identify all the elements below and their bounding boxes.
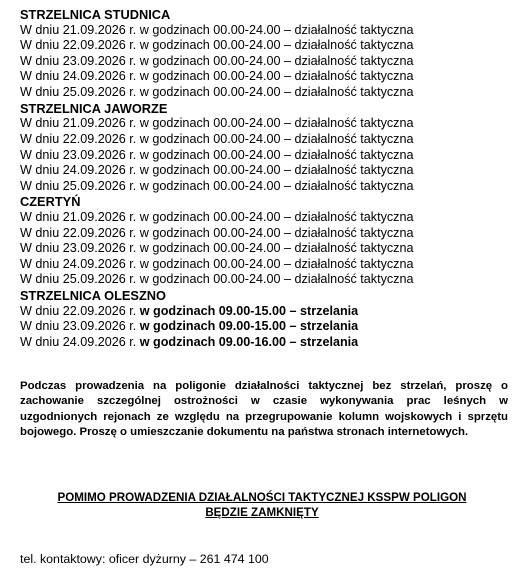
- schedule-entry: [20, 23, 510, 39]
- entry-hours: w godzinach 00.00-24.00: [139, 131, 281, 146]
- entry-sep: –: [280, 38, 295, 53]
- schedule-entry: [20, 163, 510, 179]
- entry-hours: w godzinach 00.00-24.00: [139, 53, 281, 68]
- entry-activity: działalność taktyczna: [294, 178, 414, 193]
- schedule-section: [20, 194, 510, 288]
- entry-sep: –: [280, 69, 295, 84]
- schedule-entry: [20, 319, 510, 335]
- entry-hours: w godzinach 00.00-24.00: [139, 116, 281, 131]
- entry-activity: działalność taktyczna: [294, 85, 414, 100]
- entry-prefix: W dniu 23.09.2026 r.: [20, 319, 140, 334]
- closure-notice: [0, 490, 524, 521]
- schedule-entry: [20, 257, 510, 273]
- entry-hours: w godzinach 09.00-16.00: [139, 334, 287, 349]
- entry-prefix: W dniu 22.09.2026 r.: [20, 38, 140, 53]
- entry-sep: –: [280, 85, 295, 100]
- schedule-section: [20, 288, 510, 350]
- entry-activity: działalność taktyczna: [294, 256, 414, 271]
- section-title: CZERTYŃ: [20, 194, 81, 210]
- entry-sep: –: [280, 163, 295, 178]
- entry-sep: –: [280, 22, 295, 37]
- entry-hours: w godzinach 00.00-24.00: [139, 225, 281, 240]
- schedule-entry: [20, 335, 510, 351]
- entry-hours: w godzinach 00.00-24.00: [139, 241, 281, 256]
- entry-sep: –: [280, 256, 295, 271]
- contact-line: tel. kontaktowy: oficer dyżurny – 261 474 100: [20, 552, 269, 566]
- entry-sep: –: [280, 241, 295, 256]
- schedule-entry: [20, 304, 510, 320]
- closure-notice-line-2: BĘDZIE ZAMKNIĘTY: [205, 506, 319, 520]
- entry-sep: –: [286, 319, 301, 334]
- entry-sep: –: [280, 53, 295, 68]
- schedule-entry: [20, 38, 510, 54]
- schedule-entry: [20, 69, 510, 85]
- schedule-section: [20, 7, 510, 101]
- entry-hours: w godzinach 09.00-15.00: [139, 319, 287, 334]
- schedule-entry: [20, 132, 510, 148]
- entry-activity: działalność taktyczna: [294, 69, 414, 84]
- entry-sep: –: [286, 303, 301, 318]
- entry-prefix: W dniu 22.09.2026 r.: [20, 303, 140, 318]
- entry-activity: działalność taktyczna: [294, 38, 414, 53]
- entry-hours: w godzinach 00.00-24.00: [139, 256, 281, 271]
- entry-sep: –: [280, 225, 295, 240]
- entry-prefix: W dniu 24.09.2026 r.: [20, 69, 140, 84]
- entry-sep: –: [280, 272, 295, 287]
- entry-sep: –: [280, 178, 295, 193]
- entry-prefix: W dniu 21.09.2026 r.: [20, 22, 140, 37]
- entry-hours: w godzinach 09.00-15.00: [139, 303, 287, 318]
- schedule-section: [20, 101, 510, 195]
- section-title: STRZELNICA JAWORZE: [20, 100, 168, 116]
- schedule-entry: [20, 226, 510, 242]
- entry-sep: –: [280, 147, 295, 162]
- entry-hours: w godzinach 00.00-24.00: [139, 69, 281, 84]
- entry-hours: w godzinach 00.00-24.00: [139, 178, 281, 193]
- entry-hours: w godzinach 00.00-24.00: [139, 210, 281, 224]
- schedule-sections: [20, 7, 510, 350]
- entry-hours: w godzinach 00.00-24.00: [139, 147, 281, 162]
- entry-activity: strzelania: [300, 319, 359, 334]
- schedule-entry: [20, 54, 510, 70]
- entry-prefix: W dniu 25.09.2026 r.: [20, 178, 140, 193]
- entry-prefix: W dniu 21.09.2026 r.: [20, 210, 140, 224]
- entry-prefix: W dniu 23.09.2026 r.: [20, 241, 140, 256]
- entry-hours: w godzinach 00.00-24.00: [139, 38, 281, 53]
- entry-activity: działalność taktyczna: [294, 147, 414, 162]
- caution-paragraph: Podczas prowadzenia na poligonie działalności taktycznej bez strzelań, proszę o zachowanie szczególnej ostrożności w czasie wykonywania prac leśnych w uzgodnionych rejonach ze względu na przegrupowanie kolumn wojskowych i sprzętu bojowego. Proszę o umieszczanie dokumentu na państwa stronach internetowych.: [20, 380, 508, 439]
- entry-prefix: W dniu 24.09.2026 r.: [20, 256, 140, 271]
- entry-sep: –: [280, 131, 295, 146]
- entry-prefix: W dniu 24.09.2026 r.: [20, 163, 140, 178]
- entry-prefix: W dniu 22.09.2026 r.: [20, 131, 140, 146]
- entry-hours: w godzinach 00.00-24.00: [139, 85, 281, 100]
- entry-prefix: W dniu 23.09.2026 r.: [20, 53, 140, 68]
- entry-prefix: W dniu 25.09.2026 r.: [20, 85, 140, 100]
- schedule-entry: [20, 241, 510, 257]
- entry-sep: –: [280, 210, 295, 224]
- schedule-entry: [20, 210, 510, 226]
- entry-prefix: W dniu 24.09.2026 r.: [20, 334, 140, 349]
- entry-activity: strzelania: [300, 303, 359, 318]
- entry-activity: działalność taktyczna: [294, 53, 414, 68]
- closure-notice-line-1: POMIMO PROWADZENIA DZIAŁALNOŚCI TAKTYCZNEJ KSSPW POLIGON: [57, 491, 467, 504]
- section-title: STRZELNICA STUDNICA: [20, 7, 171, 22]
- entry-activity: działalność taktyczna: [294, 272, 414, 287]
- entry-hours: w godzinach 00.00-24.00: [139, 163, 281, 178]
- schedule-entry: [20, 85, 510, 101]
- schedule-entry: [20, 148, 510, 164]
- entry-activity: działalność taktyczna: [294, 22, 414, 37]
- schedule-entry: [20, 179, 510, 195]
- entry-activity: działalność taktyczna: [294, 210, 414, 224]
- entry-prefix: W dniu 22.09.2026 r.: [20, 225, 140, 240]
- entry-activity: strzelania: [300, 334, 359, 349]
- entry-activity: działalność taktyczna: [294, 131, 414, 146]
- schedule-entry: [20, 116, 510, 132]
- entry-hours: w godzinach 00.00-24.00: [139, 272, 281, 287]
- entry-hours: w godzinach 00.00-24.00: [139, 22, 281, 37]
- entry-prefix: W dniu 25.09.2026 r.: [20, 272, 140, 287]
- entry-sep: –: [286, 334, 301, 349]
- entry-prefix: W dniu 23.09.2026 r.: [20, 147, 140, 162]
- entry-prefix: W dniu 21.09.2026 r.: [20, 116, 140, 131]
- entry-activity: działalność taktyczna: [294, 225, 414, 240]
- entry-activity: działalność taktyczna: [294, 241, 414, 256]
- entry-activity: działalność taktyczna: [294, 116, 414, 131]
- section-title: STRZELNICA OLESZNO: [20, 287, 166, 303]
- entry-sep: –: [280, 116, 295, 131]
- entry-activity: działalność taktyczna: [294, 163, 414, 178]
- schedule-entry: [20, 272, 510, 288]
